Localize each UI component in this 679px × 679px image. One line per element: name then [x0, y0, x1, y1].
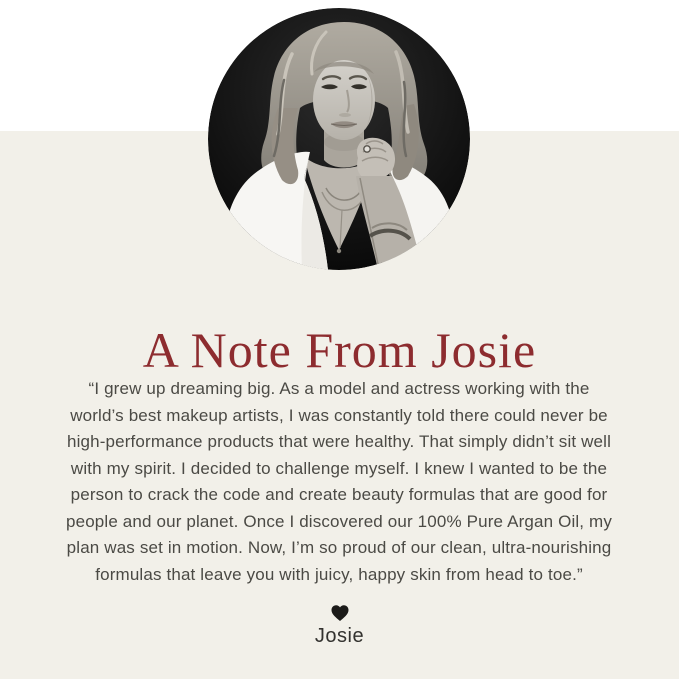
heart-icon — [0, 604, 679, 622]
quote-line: with my spirit. I decided to challenge myself. I knew I wanted to be the — [70, 458, 608, 478]
portrait-illustration — [208, 8, 470, 270]
quote-line: world’s best makeup artists, I was constantly told there could never be — [70, 405, 608, 425]
page-title: A Note From Josie — [142, 321, 537, 378]
quote-line: person to crack the code and create beauty formulas that are good for — [70, 485, 608, 504]
signature-name: Josie — [314, 625, 365, 647]
quote-line: high-performance products that were healthy. That simply didn’t sit well — [66, 432, 612, 451]
quote-line: formulas that leave you with juicy, happy skin from head to toe.” — [95, 564, 583, 584]
founder-quote — [19, 376, 659, 588]
josie-portrait-photo — [208, 8, 470, 270]
quote-line: plan was set in motion. Now, I’m so proud of our clean, ultra-nourishing — [66, 538, 612, 557]
quote-line: people and our planet. Once I discovered our 100% Pure Argan Oil, my — [65, 511, 612, 531]
quote-line: “I grew up dreaming big. As a model and actress working with the — [88, 379, 590, 398]
